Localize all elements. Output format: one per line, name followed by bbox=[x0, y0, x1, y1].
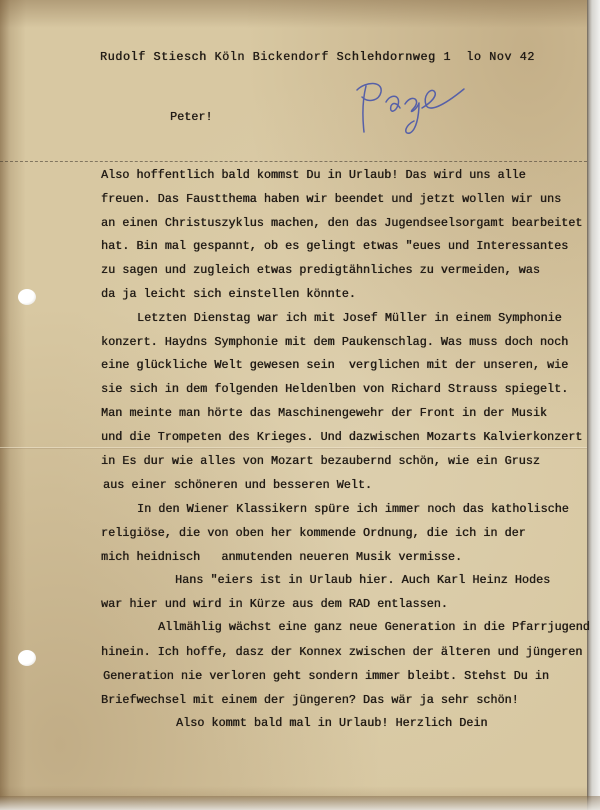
paper-crease bbox=[0, 447, 587, 448]
paper-right-edge bbox=[587, 0, 600, 810]
letter-line: Briefwechsel mit einem der jüngeren? Das wär ja sehr schön! bbox=[101, 693, 519, 707]
letter-header: Rudolf Stiesch Köln Bickendorf Schlehdornweg 1 lo Nov 42 bbox=[100, 50, 535, 64]
letter-line: religiöse, die von oben her kommende Ordnung, die ich in der bbox=[101, 526, 526, 540]
letter-line: war hier und wird in Kürze aus dem RAD entlassen. bbox=[101, 597, 448, 611]
letter-line: konzert. Haydns Symphonie mit dem Paukenschlag. Was muss doch noch bbox=[101, 335, 569, 349]
letter-line: Hans "eiers ist in Urlaub hier. Auch Karl Heinz Hodes bbox=[175, 573, 551, 587]
letter-line: Letzten Dienstag war ich mit Josef Müller in einem Symphonie bbox=[137, 311, 562, 325]
letter-line: Also hoffentlich bald kommst Du in Urlaub! Das wird uns alle bbox=[101, 168, 526, 182]
letter-line: Man meinte man hörte das Maschinengewehr der Front in der Musik bbox=[101, 406, 547, 420]
punch-hole bbox=[18, 650, 36, 666]
letter-line: sie sich in dem folgenden Heldenlben von Richard Strauss spiegelt. bbox=[101, 382, 569, 396]
letter-line: eine glückliche Welt gewesen sein verglichen mit der unseren, wie bbox=[101, 358, 569, 372]
letter-line: und die Trompeten des Krieges. Und dazwischen Mozarts Kalvierkonzert bbox=[101, 430, 583, 444]
handwritten-annotation bbox=[350, 78, 475, 138]
letter-line: zu sagen und zugleich etwas predigtähnliches zu vermeiden, was bbox=[101, 263, 540, 277]
punch-hole bbox=[18, 289, 36, 305]
letter-line: an einen Christuszyklus machen, den das Jugendseelsorgamt bearbeitet bbox=[101, 216, 583, 230]
letter-line: aus einer schöneren und besseren Welt. bbox=[103, 478, 373, 492]
letter-line: mich heidnisch anmutenden neueren Musik vermisse. bbox=[101, 550, 463, 564]
letter-line: freuen. Das Faustthema haben wir beendet und jetzt wollen wir uns bbox=[101, 192, 562, 206]
letter-line: hinein. Ich hoffe, dasz der Konnex zwischen der älteren und jüngeren bbox=[101, 645, 583, 659]
letter-line: Generation nie verloren geht sondern immer bleibt. Stehst Du in bbox=[103, 669, 549, 683]
letter-line: In den Wiener Klassikern spüre ich immer noch das katholische bbox=[137, 502, 569, 516]
fold-line bbox=[0, 161, 587, 162]
letter-closing: Also kommt bald mal in Urlaub! Herzlich Dein bbox=[176, 716, 488, 730]
letter-line: hat. Bin mal gespannt, ob es gelingt etwas "eues und Interessantes bbox=[101, 239, 569, 253]
letter-line: da ja leicht sich einstellen könnte. bbox=[101, 287, 356, 301]
salutation: Peter! bbox=[170, 110, 213, 124]
letter-line: in Es dur wie alles von Mozart bezaubernd schön, wie ein Grusz bbox=[101, 454, 540, 468]
paper-bottom-edge bbox=[0, 796, 600, 810]
letter-line: Allmählig wächst eine ganz neue Generation in die Pfarrjugend bbox=[158, 620, 590, 634]
